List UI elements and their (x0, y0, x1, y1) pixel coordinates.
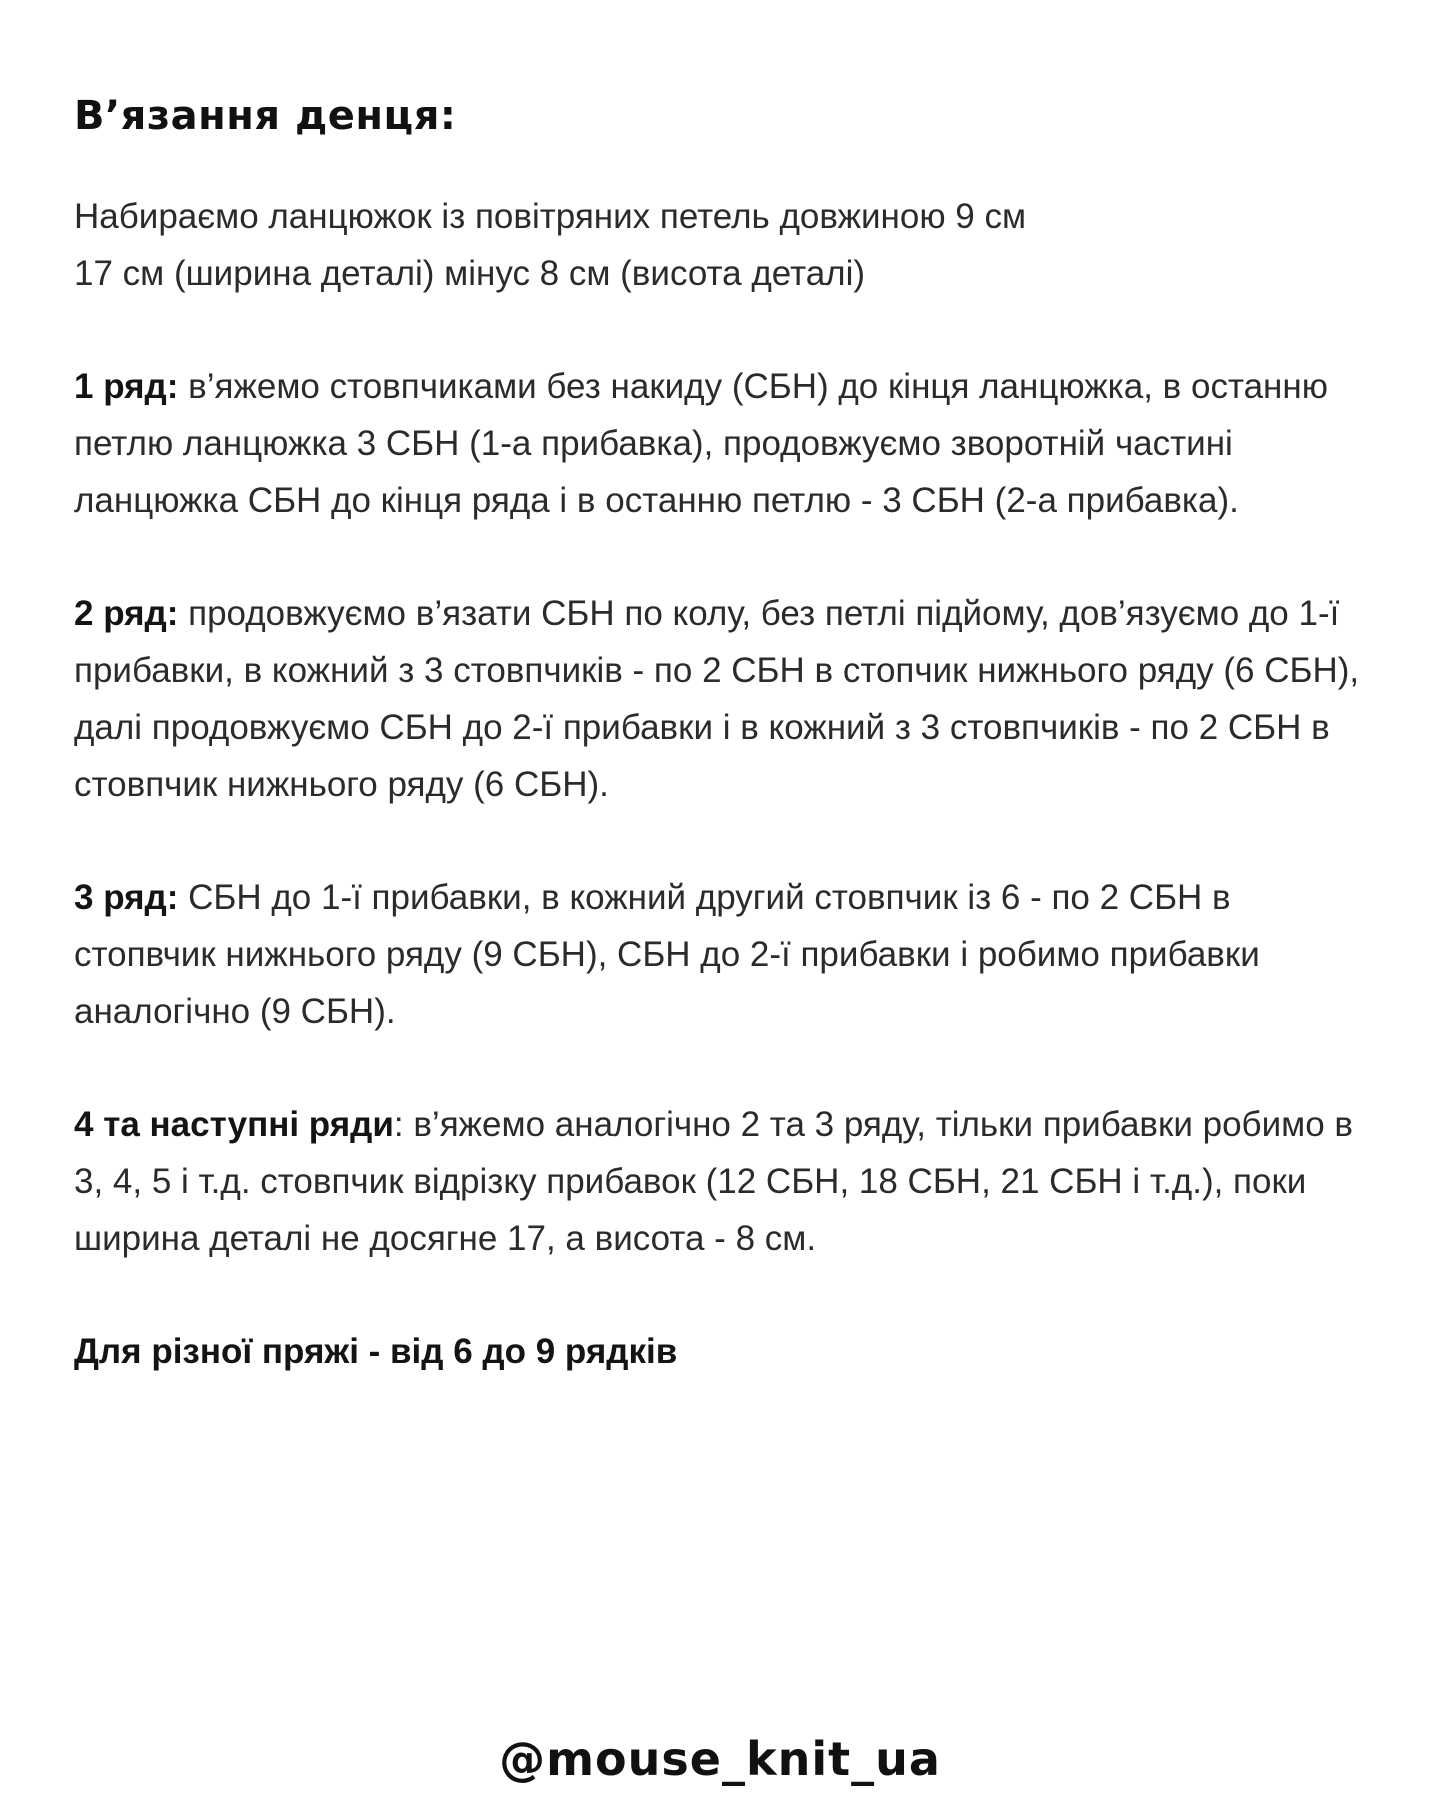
row-3-label: 3 ряд: (74, 878, 179, 917)
row-1-text: в’яжемо стовпчиками без накиду (СБН) до кінця ланцюжка, в останню петлю ланцюжка 3 СБН (1-а прибавка), продовжуємо зворотній частині ланцюжка СБН до кінця ряда і в останню петлю - 3 СБН (2-а прибавка). (74, 367, 1328, 520)
row-4-paragraph (74, 1096, 1374, 1267)
final-note: Для різної пряжі - від 6 до 9 рядків (74, 1332, 678, 1371)
row-3-paragraph (74, 869, 1374, 1040)
instruction-page (74, 92, 1374, 1380)
intro-line-2: 17 см (ширина деталі) мінус 8 см (висота деталі) (74, 254, 866, 293)
row-2-text: продовжуємо в’язати СБН по колу, без петлі підйому, дов’язуємо до 1-ї прибавки, в кожний з 3 стовпчиків - по 2 СБН в стопчик нижнього ряду (6 СБН), далі продовжуємо СБН до 2-ї прибавки і в кожний з 3 стовпчиків - по 2 СБН в стовпчик нижнього ряду (6 СБН). (74, 594, 1360, 804)
row-3-text: СБН до 1-ї прибавки, в кожний другий стовпчик із 6 - по 2 СБН в стопвчик нижнього ряду (9 СБН), СБН до 2-ї прибавки і робимо прибавки аналогічно (9 СБН). (74, 878, 1260, 1031)
intro-line-1: Набираємо ланцюжок із повітряних петель довжиною 9 см (74, 197, 1027, 236)
row-4-text: : в’яжемо аналогічно 2 та 3 ряду, тільки прибавки робимо в 3, 4, 5 і т.д. стовпчик відрізку прибавок (12 СБН, 18 СБН, 21 СБН і т.д.), поки ширина деталі не досягне 17, а висота - 8 см. (74, 1105, 1353, 1258)
row-1-paragraph (74, 358, 1374, 529)
row-2-paragraph (74, 585, 1374, 813)
social-handle: @mouse_knit_ua (499, 1732, 941, 1786)
intro-paragraph (74, 188, 1374, 302)
page-title: В’язання денця: (74, 93, 457, 139)
row-4-label: 4 та наступні ряди (74, 1105, 394, 1144)
row-2-label: 2 ряд: (74, 594, 179, 633)
row-1-label: 1 ряд: (74, 367, 179, 406)
